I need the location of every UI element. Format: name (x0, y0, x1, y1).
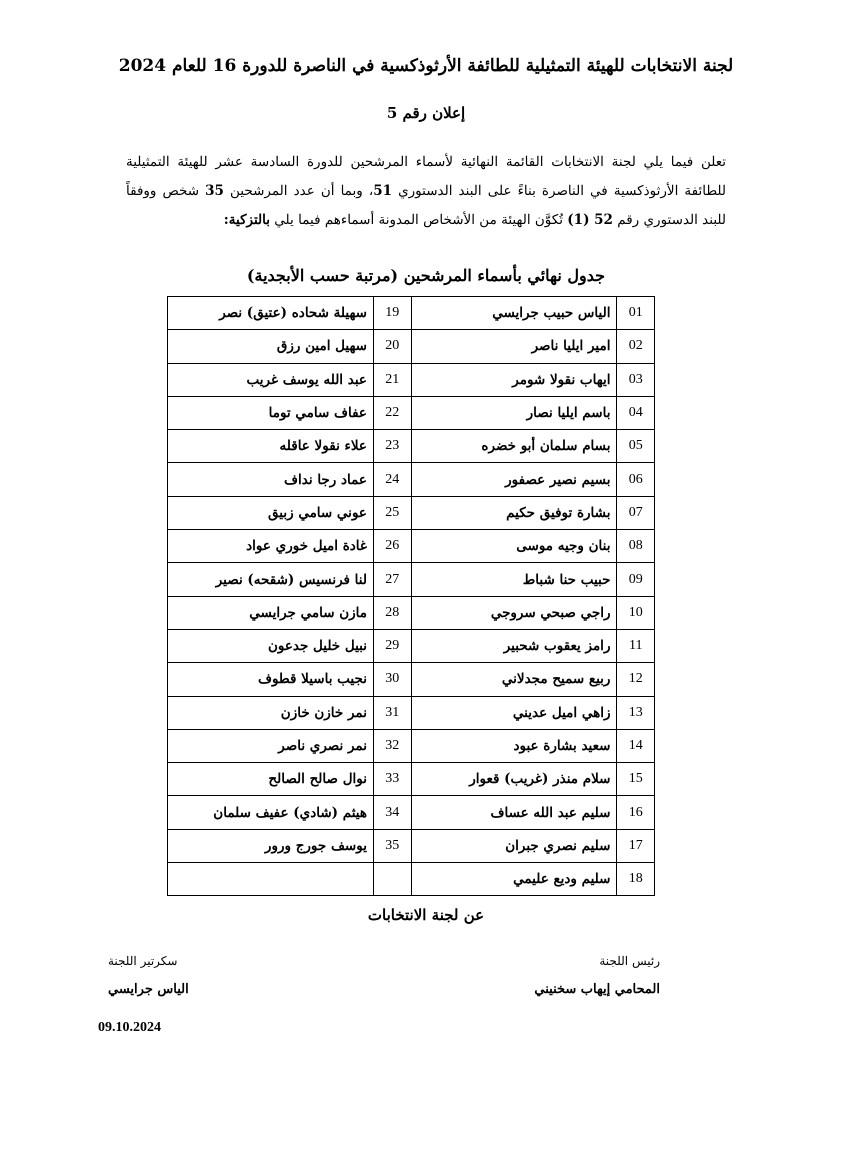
candidate-number: 18 (617, 863, 655, 896)
table-row (168, 463, 655, 496)
candidate-number: 05 (617, 430, 655, 463)
candidate-number: 30 (373, 663, 411, 696)
candidates-table (167, 296, 655, 896)
candidate-name: مازن سامي جرايسي (168, 596, 374, 629)
candidate-number: 09 (617, 563, 655, 596)
candidate-number: 34 (373, 796, 411, 829)
candidate-name: غادة اميل خوري عواد (168, 530, 374, 563)
candidate-name: زاهي اميل عديني (411, 696, 617, 729)
candidate-number: 33 (373, 763, 411, 796)
candidate-number: 21 (373, 363, 411, 396)
candidate-name: لنا فرنسيس (شقحه) نصير (168, 563, 374, 596)
table-row (168, 629, 655, 662)
candidate-number: 08 (617, 530, 655, 563)
candidate-name: عوني سامي زبيق (168, 496, 374, 529)
intro-bold-3: 52 (1) (567, 212, 613, 228)
candidate-name: عبد الله يوسف غريب (168, 363, 374, 396)
candidate-name: هيثم (شادي) عفيف سلمان (168, 796, 374, 829)
candidate-number: 19 (373, 297, 411, 330)
candidate-number: 12 (617, 663, 655, 696)
candidate-name: علاء نقولا عاقله (168, 430, 374, 463)
intro-text-3: شخص ووفقاً للبند الدستوري رقم (126, 183, 726, 228)
candidate-name: نمر خازن خازن (168, 696, 374, 729)
candidate-number: 16 (617, 796, 655, 829)
candidate-name: عفاف سامي توما (168, 396, 374, 429)
table-row (168, 430, 655, 463)
candidate-name: سعيد بشارة عبود (411, 729, 617, 762)
candidate-number: 26 (373, 530, 411, 563)
chair-title: رئيس اللجنة (599, 954, 660, 968)
signoff: عن لجنة الانتخابات (367, 906, 485, 924)
table-row (168, 563, 655, 596)
candidates-table-body (168, 297, 655, 896)
candidate-name: سلام منذر (غريب) قعوار (411, 763, 617, 796)
candidate-number: 25 (373, 496, 411, 529)
candidate-number: 17 (617, 829, 655, 862)
candidate-number: 04 (617, 396, 655, 429)
candidate-name: نبيل خليل جدعون (168, 629, 374, 662)
table-row (168, 796, 655, 829)
candidate-name: ربيع سميح مجدلاني (411, 663, 617, 696)
table-row (168, 663, 655, 696)
table-row (168, 763, 655, 796)
candidate-number (373, 863, 411, 896)
candidate-name (168, 863, 374, 896)
intro-text-4: تُكوَّن الهيئة من الأشخاص المدونة أسماءهم فيما يلي (270, 212, 568, 228)
table-title: جدول نهائي بأسماء المرشحين (مرتبة حسب الأبجدية) (246, 266, 606, 285)
candidate-name: عماد رجا نداف (168, 463, 374, 496)
candidate-name: باسم ايليا نصار (411, 396, 617, 429)
candidate-name: رامز يعقوب شحبير (411, 629, 617, 662)
candidate-name: بشارة توفيق حكيم (411, 496, 617, 529)
candidate-number: 22 (373, 396, 411, 429)
candidate-number: 11 (617, 629, 655, 662)
table-row (168, 729, 655, 762)
secretary-title: سكرتير اللجنة (108, 954, 178, 968)
candidate-name: سهيل امين رزق (168, 330, 374, 363)
table-row (168, 829, 655, 862)
candidate-name: سليم وديع عليمي (411, 863, 617, 896)
candidate-number: 15 (617, 763, 655, 796)
intro-bold-2: 35 (205, 183, 224, 199)
candidate-name: بسيم نصير عصفور (411, 463, 617, 496)
candidate-number: 35 (373, 829, 411, 862)
candidate-number: 07 (617, 496, 655, 529)
candidate-name: الياس حبيب جرايسي (411, 297, 617, 330)
intro-bold-4: بالتزكية: (223, 212, 271, 228)
table-row (168, 396, 655, 429)
intro-paragraph (126, 148, 726, 235)
candidate-number: 23 (373, 430, 411, 463)
candidate-number: 28 (373, 596, 411, 629)
table-row (168, 496, 655, 529)
intro-text-2: ، وبما أن عدد المرشحين (223, 183, 374, 199)
candidate-number: 06 (617, 463, 655, 496)
table-row (168, 863, 655, 896)
candidate-number: 31 (373, 696, 411, 729)
candidate-number: 10 (617, 596, 655, 629)
candidate-number: 24 (373, 463, 411, 496)
candidate-name: سليم نصري جبران (411, 829, 617, 862)
secretary-name: الياس جرايسي (108, 982, 189, 997)
candidate-name: نجيب باسيلا قطوف (168, 663, 374, 696)
candidate-number: 27 (373, 563, 411, 596)
document-title: لجنة الانتخابات للهيئة التمثيلية للطائفة الأرثوذكسية في الناصرة للدورة 16 للعام 2024 (118, 56, 734, 76)
announcement-number: إعلان رقم 5 (386, 104, 466, 122)
candidate-name: نوال صالح الصالح (168, 763, 374, 796)
document-date: 09.10.2024 (98, 1020, 161, 1035)
table-row (168, 530, 655, 563)
candidate-name: بسام سلمان أبو خضره (411, 430, 617, 463)
candidate-name: سليم عبد الله عساف (411, 796, 617, 829)
candidate-number: 29 (373, 629, 411, 662)
table-row (168, 363, 655, 396)
candidate-number: 13 (617, 696, 655, 729)
intro-bold-1: 51 (373, 183, 392, 199)
candidate-name: ايهاب نقولا شومر (411, 363, 617, 396)
table-row (168, 696, 655, 729)
candidate-number: 32 (373, 729, 411, 762)
chair-name: المحامي إيهاب سخنيني (534, 982, 660, 997)
candidate-name: بنان وجيه موسى (411, 530, 617, 563)
candidate-name: يوسف جورج ورور (168, 829, 374, 862)
candidate-name: امير ايليا ناصر (411, 330, 617, 363)
table-row (168, 330, 655, 363)
intro-text-1: تعلن فيما يلي لجنة الانتخابات القائمة النهائية لأسماء المرشحين للدورة السادسة عشر للهيئة التمثيلية للطائفة الأرثوذكسية في الناصرة بناءً على البند الدستوري (126, 154, 726, 199)
candidate-name: حبيب حنا شباط (411, 563, 617, 596)
candidate-name: سهيلة شحاده (عتيق) نصر (168, 297, 374, 330)
candidate-number: 03 (617, 363, 655, 396)
candidate-name: راجي صبحي سروجي (411, 596, 617, 629)
candidate-number: 14 (617, 729, 655, 762)
candidate-name: نمر نصري ناصر (168, 729, 374, 762)
table-row (168, 297, 655, 330)
candidate-number: 01 (617, 297, 655, 330)
candidate-number: 20 (373, 330, 411, 363)
candidate-number: 02 (617, 330, 655, 363)
table-row (168, 596, 655, 629)
